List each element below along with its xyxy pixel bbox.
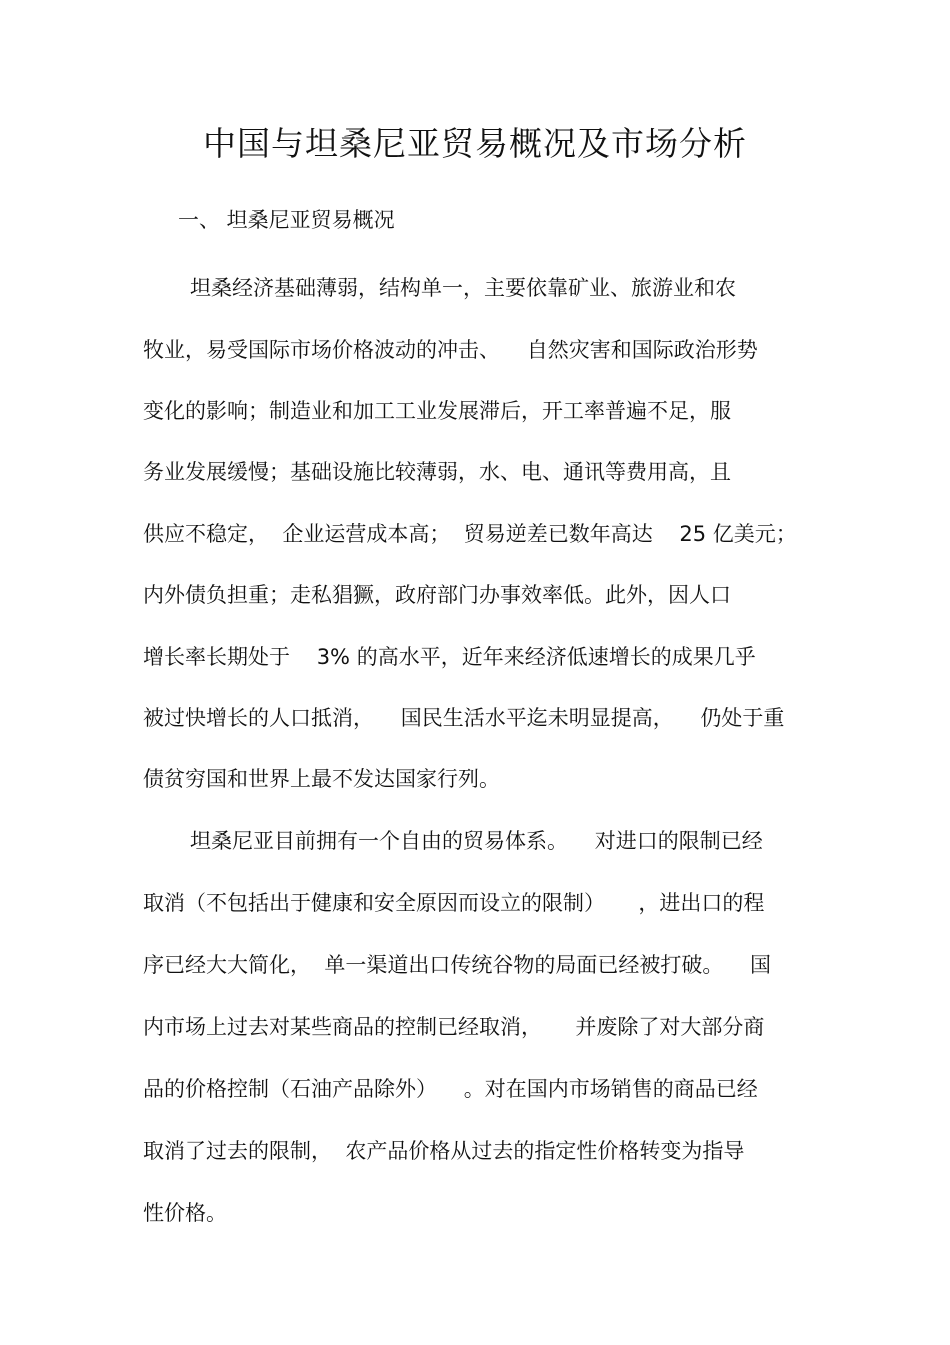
paragraph-line: 债贫穷国和世界上最不发达国家行列。 <box>143 767 500 791</box>
paragraph-line: 序已经大大简化， 单一渠道出口传统谷物的局面已经被打破。 国 <box>143 953 772 977</box>
paragraph-line: 被过快增长的人口抵消， 国民生活水平迄未明显提高， 仍处于重 <box>143 706 785 730</box>
paragraph-line: 供应不稳定， 企业运营成本高； 贸易逆差已数年高达 25 亿美元； <box>143 522 797 546</box>
paragraph-line: 取消（不包括出于健康和安全原因而设立的限制） ，进出口的程 <box>143 891 765 915</box>
section-heading: 一、 坦桑尼亚贸易概况 <box>178 208 395 232</box>
paragraph-line: 变化的影响；制造业和加工工业发展滞后，开工率普遍不足，服 <box>143 399 731 423</box>
paragraph-line: 务业发展缓慢；基础设施比较薄弱，水、电、通讯等费用高，且 <box>143 460 731 484</box>
paragraph-line: 增长率长期处于 3% 的高水平，近年来经济低速增长的成果几乎 <box>143 645 756 669</box>
paragraph-line: 内外债负担重；走私猖獗，政府部门办事效率低。此外，因人口 <box>143 583 731 607</box>
paragraph-line: 品的价格控制（石油产品除外） 。对在国内市场销售的商品已经 <box>143 1077 758 1101</box>
paragraph-line: 牧业，易受国际市场价格波动的冲击、 自然灾害和国际政治形势 <box>143 338 758 362</box>
paragraph-line: 坦桑尼亚目前拥有一个自由的贸易体系。 对进口的限制已经 <box>190 829 763 853</box>
paragraph-line: 性价格。 <box>143 1201 227 1225</box>
paragraph-line: 坦桑经济基础薄弱，结构单一，主要依靠矿业、旅游业和农 <box>190 276 736 300</box>
paragraph-line: 内市场上过去对某些商品的控制已经取消， 并废除了对大部分商 <box>143 1015 765 1039</box>
document-title: 中国与坦桑尼亚贸易概况及市场分析 <box>203 124 747 163</box>
paragraph-line: 取消了过去的限制， 农产品价格从过去的指定性价格转变为指导 <box>143 1139 745 1163</box>
